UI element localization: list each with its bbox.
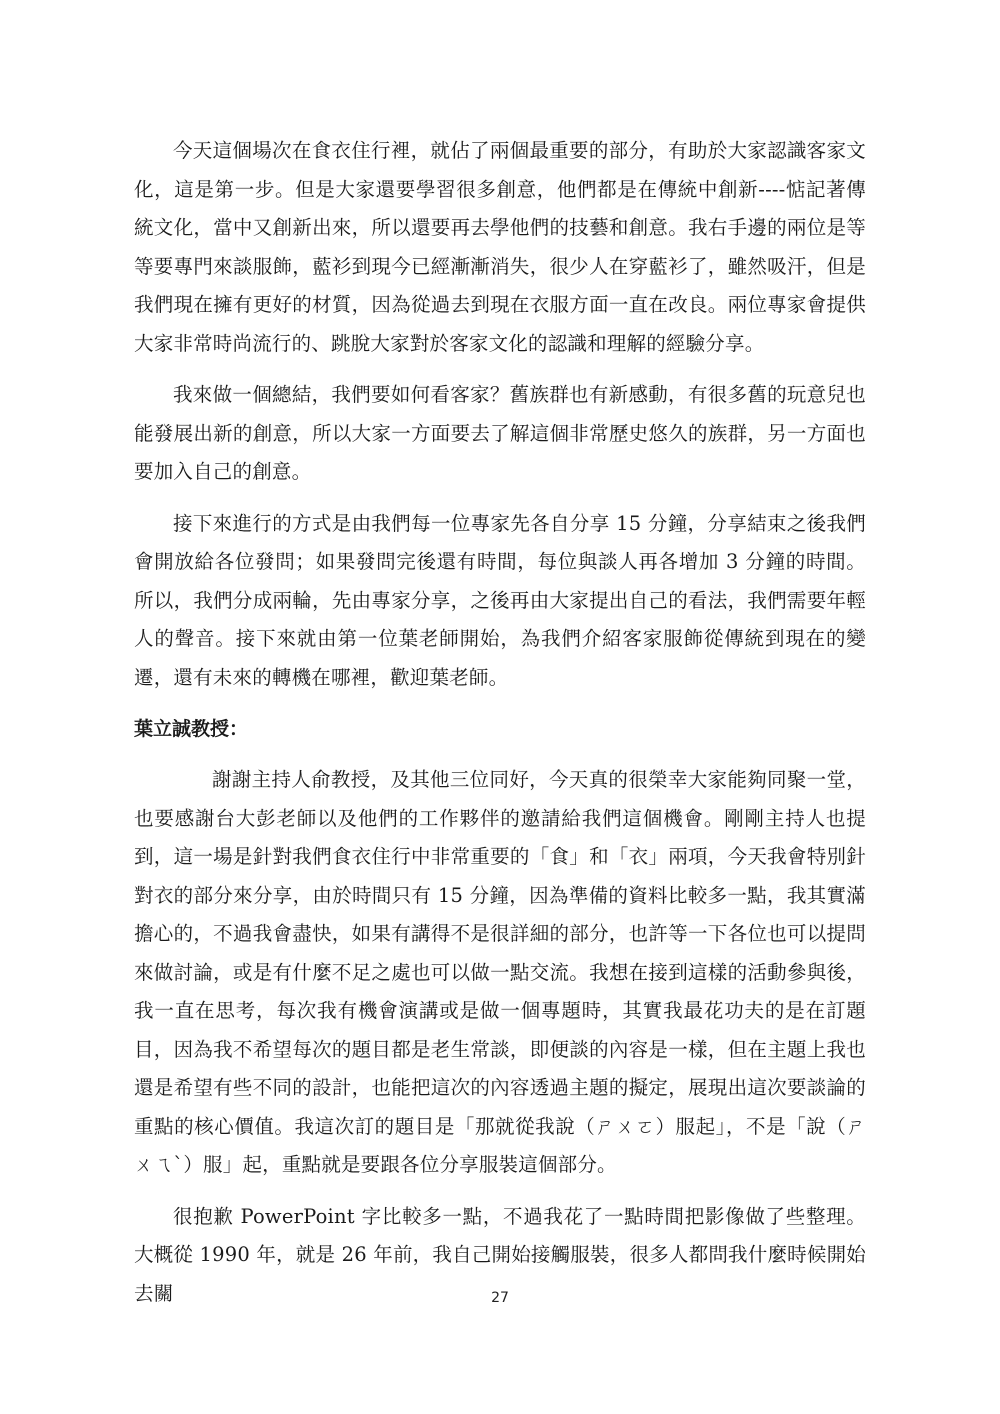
speaker-heading: 葉立誠教授： [134,718,249,740]
document-body [134,132,866,1313]
paragraph-intro: 今天這個場次在食衣住行裡，就佔了兩個最重要的部分，有助於大家認識客家文化，這是第一步。但是大家還要學習很多創意，他們都是在傳統中創新----惦記著傳統文化，當中又創新出來，所以還要再去學他們的技藝和創意。我右手邊的兩位是等等要專門來談服飾，藍衫到現今已經漸漸消失，很少人在穿藍衫了，雖然吸汗，但是我們現在擁有更好的材質，因為從過去到現在衣服方面一直在改良。兩位專家會提供大家非常時尚流行的、跳脫大家對於客家文化的認識和理解的經驗分享。 [134,139,866,355]
paragraph-speaker-opening: 謝謝主持人俞教授，及其他三位同好，今天真的很榮幸大家能夠同聚一堂，也要感謝台大彭老師以及他們的工作夥伴的邀請給我們這個機會。剛剛主持人也提到，這一場是針對我們食衣住行中非常重要的「食」和「衣」兩項，今天我會特別針對衣的部分來分享，由於時間只有 15 分鐘，因為準備的資料比較多一點，我其實滿擔心的，不過我會盡快，如果有講得不是很詳細的部分，也許等一下各位也可以提問來做討論，或是有什麼不足之處也可以做一點交流。我想在接到這樣的活動參與後，我一直在思考，每次我有機會演講或是做一個專題時，其實我最花功夫的是在訂題目，因為我不希望每次的題目都是老生常談，即便談的內容是一樣，但在主題上我也還是希望有些不同的設計，也能把這次的內容透過主題的擬定，展現出這次要談論的重點的核心價值。我這次訂的題目是「那就從我說（ㄕㄨㄛ）服起」，不是「說（ㄕㄨㄟˋ）服」起，重點就是要跟各位分享服裝這個部分。 [134,768,866,1176]
page-number: 27 [491,1290,509,1306]
paragraph-speaker-continued: 很抱歉 PowerPoint 字比較多一點，不過我花了一點時間把影像做了些整理。大概從 1990 年，就是 26 年前，我自己開始接觸服裝，很多人都問我什麼時候開始去關 [134,1204,866,1305]
paragraph-format: 接下來進行的方式是由我們每一位專家先各自分享 15 分鐘，分享結束之後我們會開放給各位發問；如果發問完後還有時間，每位與談人再各增加 3 分鐘的時間。所以，我們分成兩輪，先由專家分享，之後再由大家提出自己的看法，我們需要年輕人的聲音。接下來就由第一位葉老師開始，為我們介紹客家服飾從傳統到現在的變遷，還有未來的轉機在哪裡，歡迎葉老師。 [134,511,866,689]
paragraph-summary: 我來做一個總結，我們要如何看客家？舊族群也有新感動，有很多舊的玩意兒也能發展出新的創意，所以大家一方面要去了解這個非常歷史悠久的族群，另一方面也要加入自己的創意。 [134,383,866,483]
